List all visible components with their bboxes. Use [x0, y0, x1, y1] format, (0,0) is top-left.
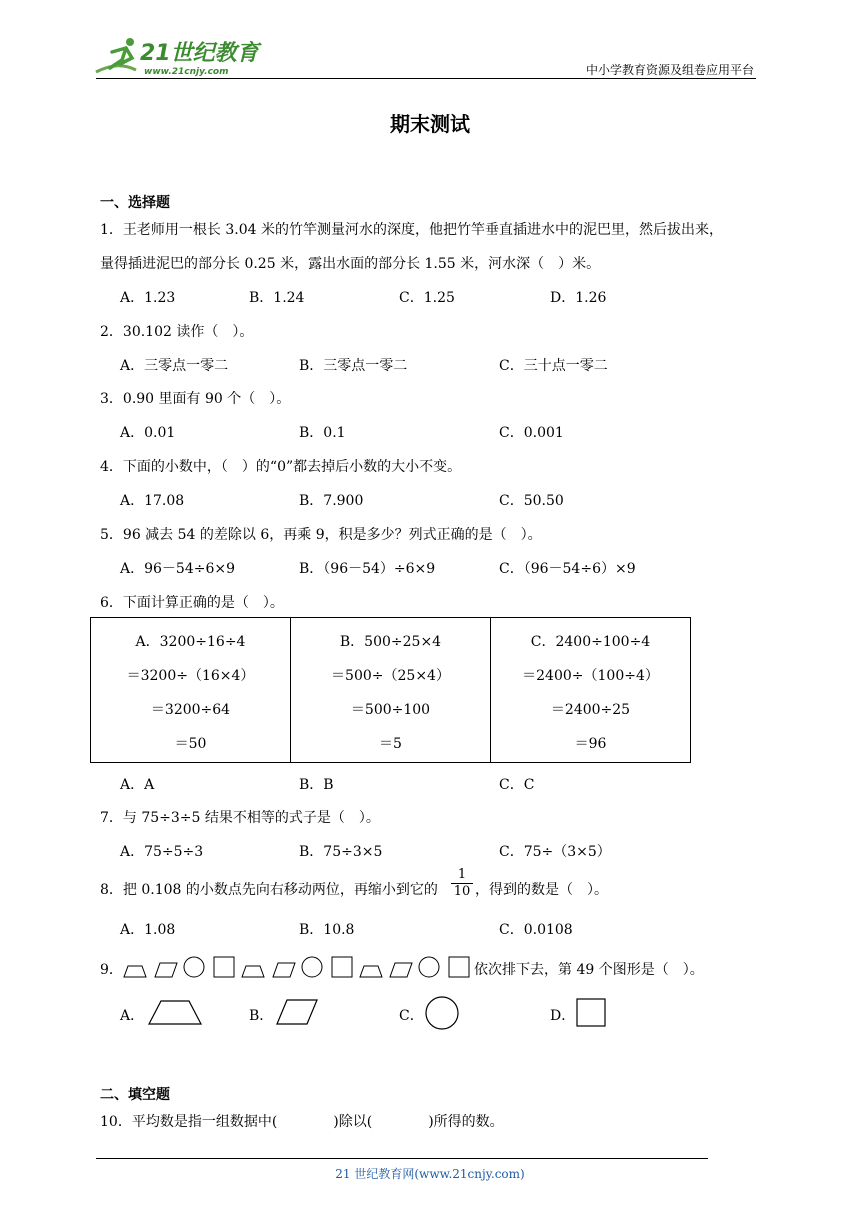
q9-text: 依次排下去，第 49 个图形是（ ）。: [474, 962, 704, 978]
footer-divider: [96, 1158, 708, 1159]
q9-option-a-trapezoid-icon: [146, 997, 204, 1027]
q6-option-b[interactable]: B．B: [299, 777, 334, 793]
q2-option-b[interactable]: B．三零点一零二: [299, 358, 408, 374]
page-title: 期末测试: [390, 112, 470, 136]
section-choice-heading: 一、选择题: [100, 195, 170, 211]
q9-option-c-circle-icon: [424, 996, 460, 1030]
q1-option-d[interactable]: D．1.26: [550, 290, 607, 306]
trapezoid-icon: [242, 966, 264, 977]
q5-text: 5．96 减去 54 的差除以 6，再乘 9，积是多少？列式正确的是（ ）。: [100, 527, 542, 543]
q8-option-b[interactable]: B．10.8: [299, 922, 355, 938]
trapezoid-icon: [360, 966, 382, 977]
square-icon: [214, 957, 234, 977]
q9-shape-sequence: [122, 955, 472, 979]
q9-option-d-square-icon: [575, 998, 607, 1028]
q6-text: 6．下面计算正确的是（ ）。: [100, 595, 284, 611]
q7-option-b[interactable]: B．75÷3×5: [299, 844, 383, 860]
circle-icon: [302, 957, 322, 977]
q9-number: 9．: [100, 962, 123, 978]
header-platform-text: 中小学教育资源及组卷应用平台: [585, 63, 754, 77]
logo-text: 21世纪教育: [140, 41, 259, 66]
section-fill-heading: 二、填空题: [100, 1087, 170, 1103]
q3-text: 3．0.90 里面有 90 个（ ）。: [100, 391, 291, 407]
q5-option-c[interactable]: C．（96－54÷6）×9: [499, 561, 636, 577]
square-icon: [449, 957, 469, 977]
q2-option-a[interactable]: A．三零点一零二: [120, 358, 229, 374]
circle-icon: [419, 957, 439, 977]
q3-option-a[interactable]: A．0.01: [120, 425, 176, 441]
square-icon: [332, 957, 352, 977]
circle-icon: [184, 957, 204, 977]
q2-option-c[interactable]: C．三十点一零二: [499, 358, 608, 374]
q4-option-c[interactable]: C．50.50: [499, 493, 564, 509]
parallelogram-icon: [273, 963, 295, 977]
q4-text: 4．下面的小数中，（ ）的“0”都去掉后小数的大小不变。: [100, 459, 462, 475]
q1-option-b[interactable]: B．1.24: [249, 290, 305, 306]
q8-fraction-denominator: 10: [453, 884, 471, 899]
parallelogram-icon: [155, 963, 177, 977]
q1-line2: 量得插进泥巴的部分长 0.25 米，露出水面的部分长 1.55 米，河水深（ ）米。: [100, 256, 601, 272]
footer-text[interactable]: 21 世纪教育网(www.21cnjy.com): [335, 1167, 525, 1181]
q6-option-c[interactable]: C．C: [499, 777, 535, 793]
q8-text-before: 8．把 0.108 的小数点先向右移动两位，再缩小到它的: [100, 882, 438, 898]
q9-option-c[interactable]: C．: [399, 1008, 424, 1024]
q3-option-b[interactable]: B．0.1: [299, 425, 346, 441]
q6-calc-table: [90, 617, 691, 763]
q6-calc-a: A．3200÷16÷4 ＝3200÷（16×4） ＝3200÷64 ＝50: [91, 618, 291, 763]
q8-text-after: ，得到的数是（ ）。: [475, 882, 608, 898]
q7-text: 7．与 75÷3÷5 结果不相等的式子是（ ）。: [100, 810, 380, 826]
q1-option-a[interactable]: A．1.23: [120, 290, 176, 306]
q7-option-c[interactable]: C．75÷（3×5）: [499, 844, 611, 860]
parallelogram-icon: [390, 963, 412, 977]
q5-option-a[interactable]: A．96－54÷6×9: [120, 561, 236, 577]
q1-line1: 1．王老师用一根长 3.04 米的竹竿测量河水的深度，他把竹竿垂直插进水中的泥巴里，然后拔出来，: [100, 222, 723, 238]
header-divider: [96, 78, 756, 79]
q8-fraction: [451, 867, 473, 900]
q6-option-a[interactable]: A．A: [120, 777, 155, 793]
q8-option-a[interactable]: A．1.08: [120, 922, 176, 938]
q4-option-b[interactable]: B．7.900: [299, 493, 364, 509]
q8-option-c[interactable]: C．0.0108: [499, 922, 573, 938]
q9-option-b-parallelogram-icon: [274, 997, 320, 1027]
q4-option-a[interactable]: A．17.08: [120, 493, 185, 509]
trapezoid-icon: [124, 966, 146, 977]
q6-calc-b: B．500÷25×4 ＝500÷（25×4） ＝500÷100 ＝5: [291, 618, 491, 763]
q2-text: 2．30.102 读作（ ）。: [100, 324, 254, 340]
logo-url: www.21cnjy.com: [144, 67, 229, 77]
q7-option-a[interactable]: A．75÷5÷3: [120, 844, 204, 860]
q10-text: 10．平均数是指一组数据中( )除以( )所得的数。: [100, 1114, 504, 1130]
q3-option-c[interactable]: C．0.001: [499, 425, 564, 441]
q9-option-d[interactable]: D．: [550, 1008, 576, 1024]
q1-option-c[interactable]: C．1.25: [399, 290, 455, 306]
q8-fraction-numerator: 1: [451, 867, 473, 884]
site-logo: [92, 34, 262, 78]
q9-option-a[interactable]: A．: [120, 1008, 145, 1024]
q9-option-b[interactable]: B．: [249, 1008, 274, 1024]
q5-option-b[interactable]: B．（96－54）÷6×9: [299, 561, 436, 577]
q6-calc-c: C．2400÷100÷4 ＝2400÷（100÷4） ＝2400÷25 ＝96: [491, 618, 691, 763]
